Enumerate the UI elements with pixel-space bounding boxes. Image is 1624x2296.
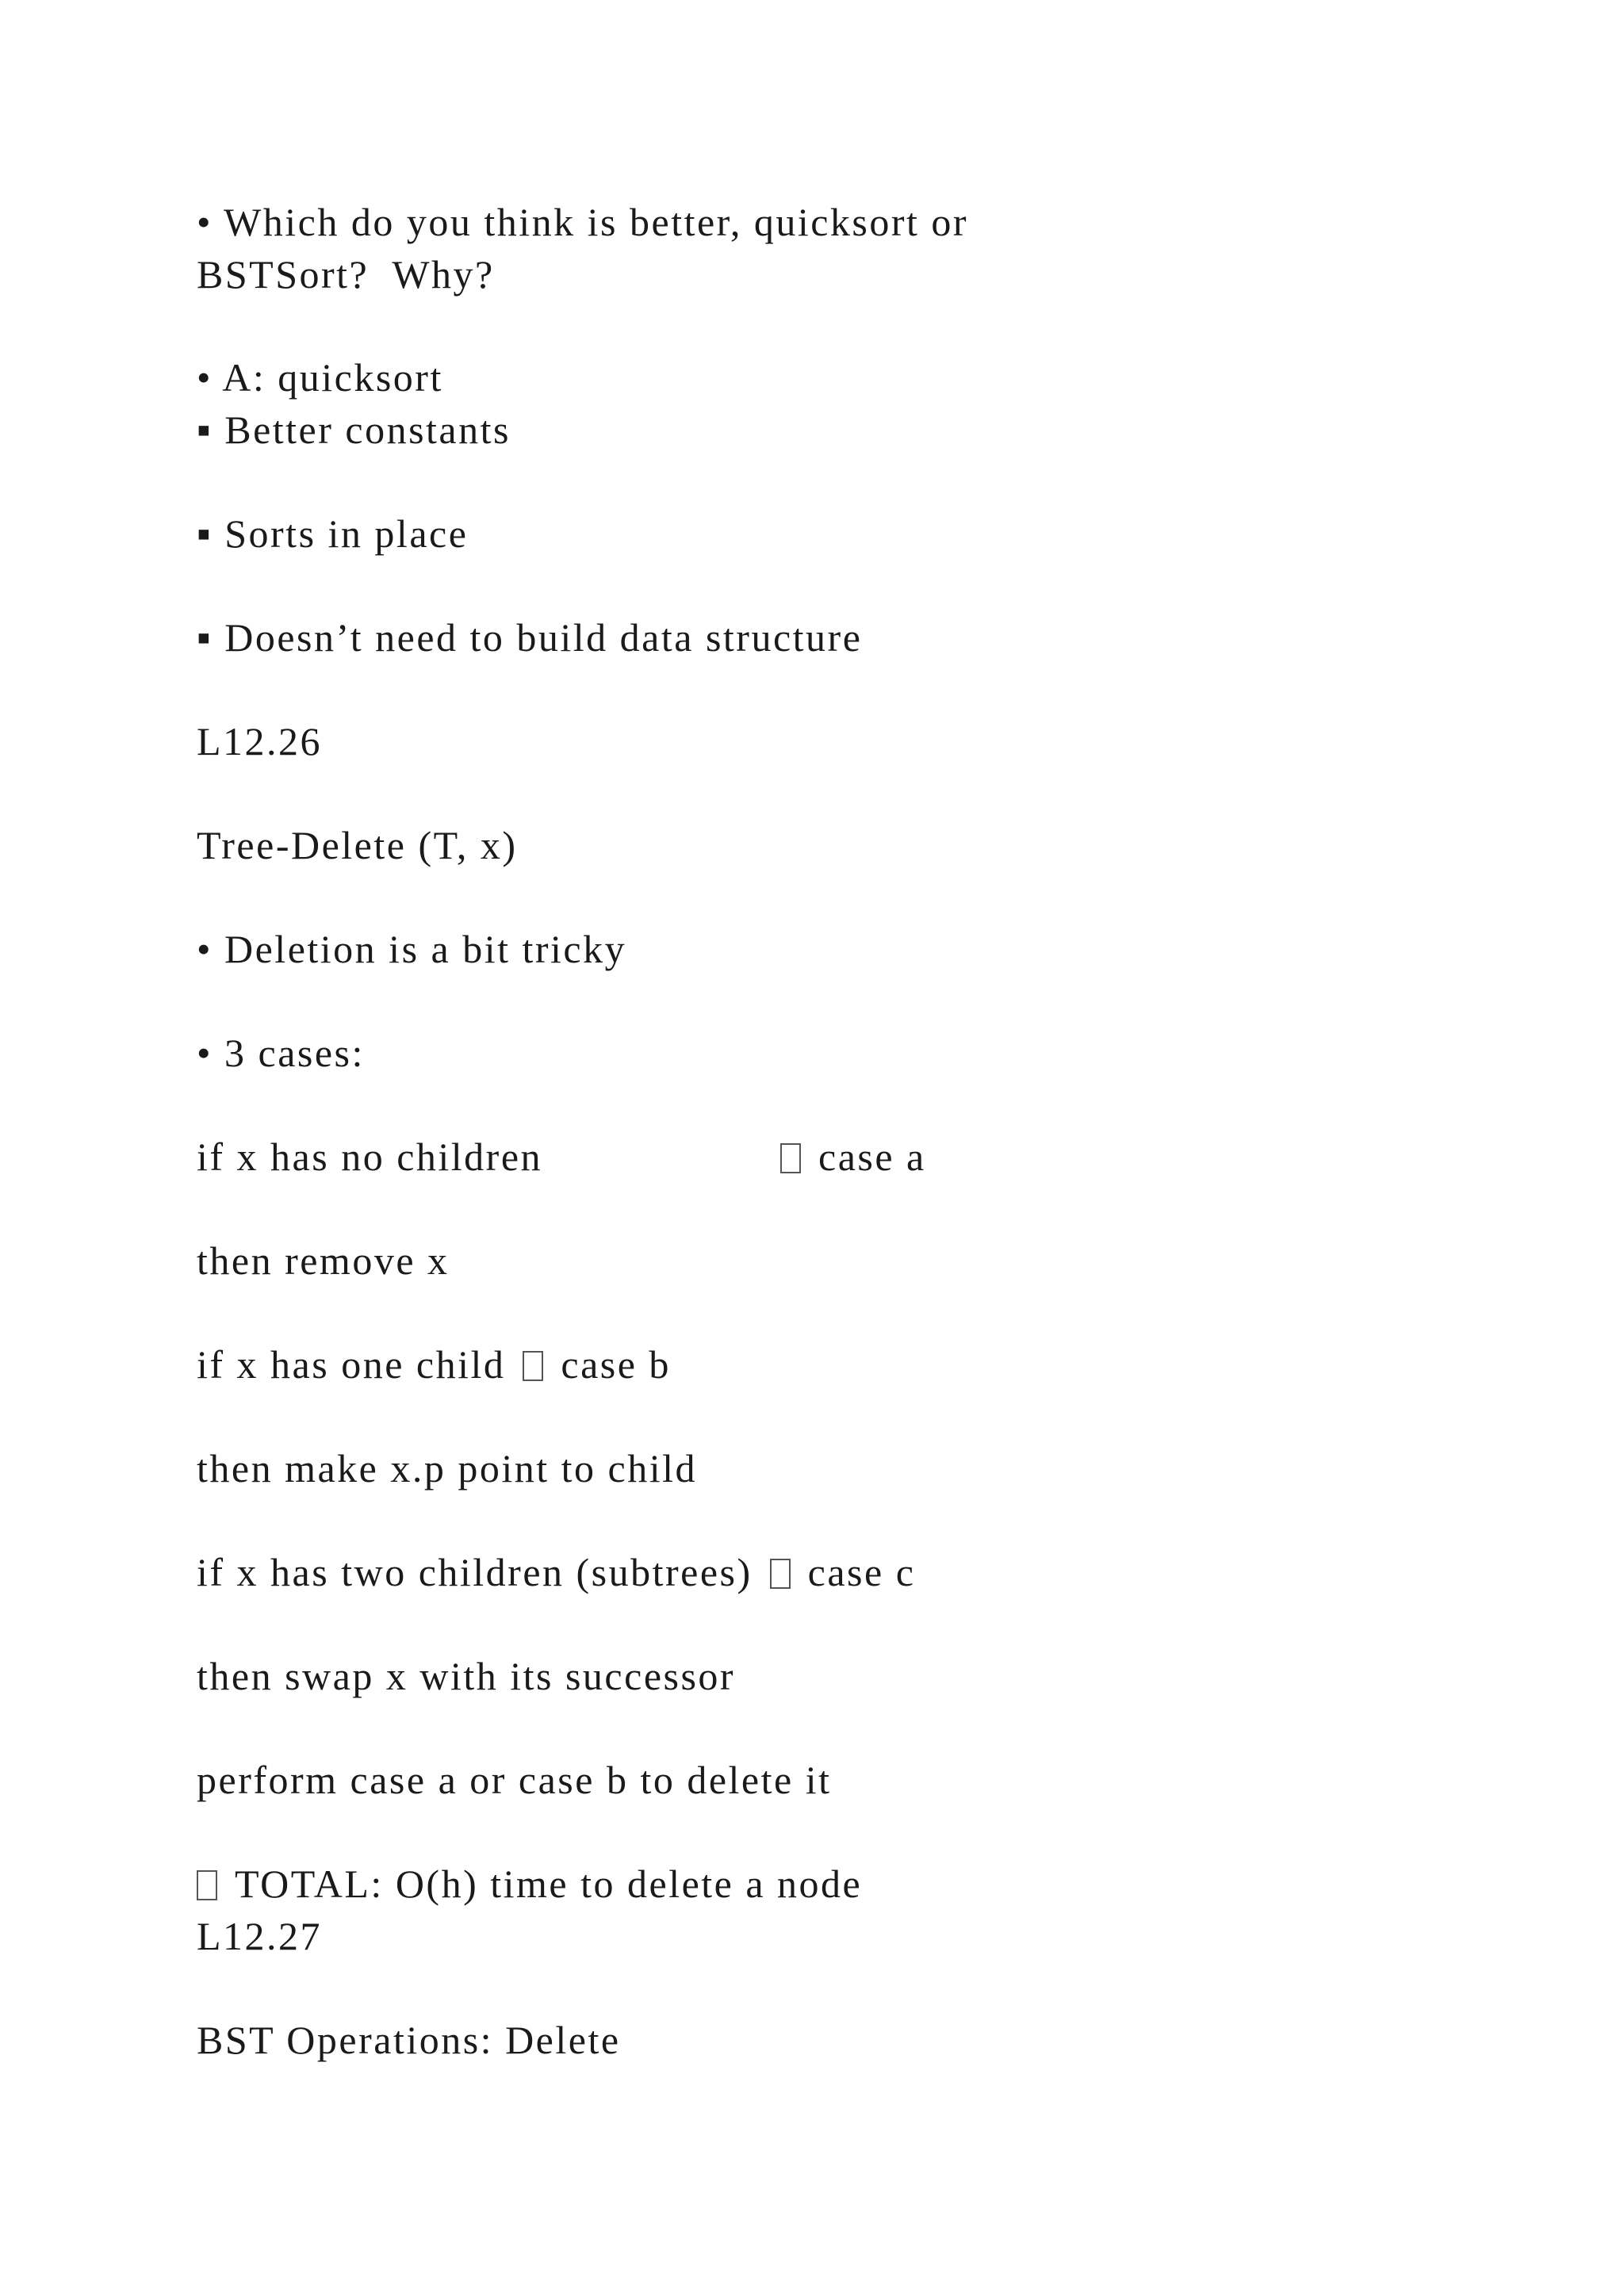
section-title-tree-delete: Tree-Delete (T, x): [197, 823, 518, 867]
arrow-placeholder-icon: [780, 1143, 801, 1173]
total-line: [197, 1858, 862, 1909]
arrow-placeholder-icon: [770, 1559, 791, 1589]
question-line-2: BSTSort? Why?: [197, 252, 495, 297]
bullet-three-cases: • 3 cases:: [197, 1031, 365, 1075]
answer-line: • A: quicksort: [197, 355, 443, 400]
case-c-action: then swap x with its successor: [197, 1654, 736, 1698]
total-text: TOTAL: O(h) time to delete a node: [235, 1862, 863, 1906]
section-title-bst-delete: BST Operations: Delete: [197, 2018, 621, 2062]
bullet-sorts-in-place: ▪ Sorts in place: [197, 511, 469, 556]
case-c-condition-text: if x has two children (subtrees): [197, 1550, 753, 1594]
case-a-label: case a: [818, 1135, 926, 1179]
arrow-placeholder-icon: [197, 1870, 217, 1900]
bullet-no-data-structure: ▪ Doesn’t need to build data structure: [197, 615, 863, 660]
slide-number-1: L12.26: [197, 719, 323, 763]
case-a-condition-text: if x has no children: [197, 1135, 543, 1179]
case-b-condition: [197, 1339, 671, 1390]
arrow-placeholder-icon: [523, 1351, 543, 1381]
case-b-condition-text: if x has one child: [197, 1342, 506, 1387]
bullet-deletion-tricky: • Deletion is a bit tricky: [197, 927, 627, 971]
case-c-perform: perform case a or case b to delete it: [197, 1758, 832, 1802]
case-c-condition: [197, 1547, 915, 1598]
bullet-better-constants: ▪ Better constants: [197, 408, 511, 452]
question-line-1: • Which do you think is better, quicksort or: [197, 200, 969, 244]
case-a-condition: [197, 1131, 926, 1182]
case-b-label: case b: [561, 1342, 671, 1387]
case-b-action: then make x.p point to child: [197, 1446, 698, 1490]
case-a-action: then remove x: [197, 1238, 450, 1283]
slide-number-2: L12.27: [197, 1914, 323, 1958]
case-c-label: case c: [807, 1550, 916, 1594]
